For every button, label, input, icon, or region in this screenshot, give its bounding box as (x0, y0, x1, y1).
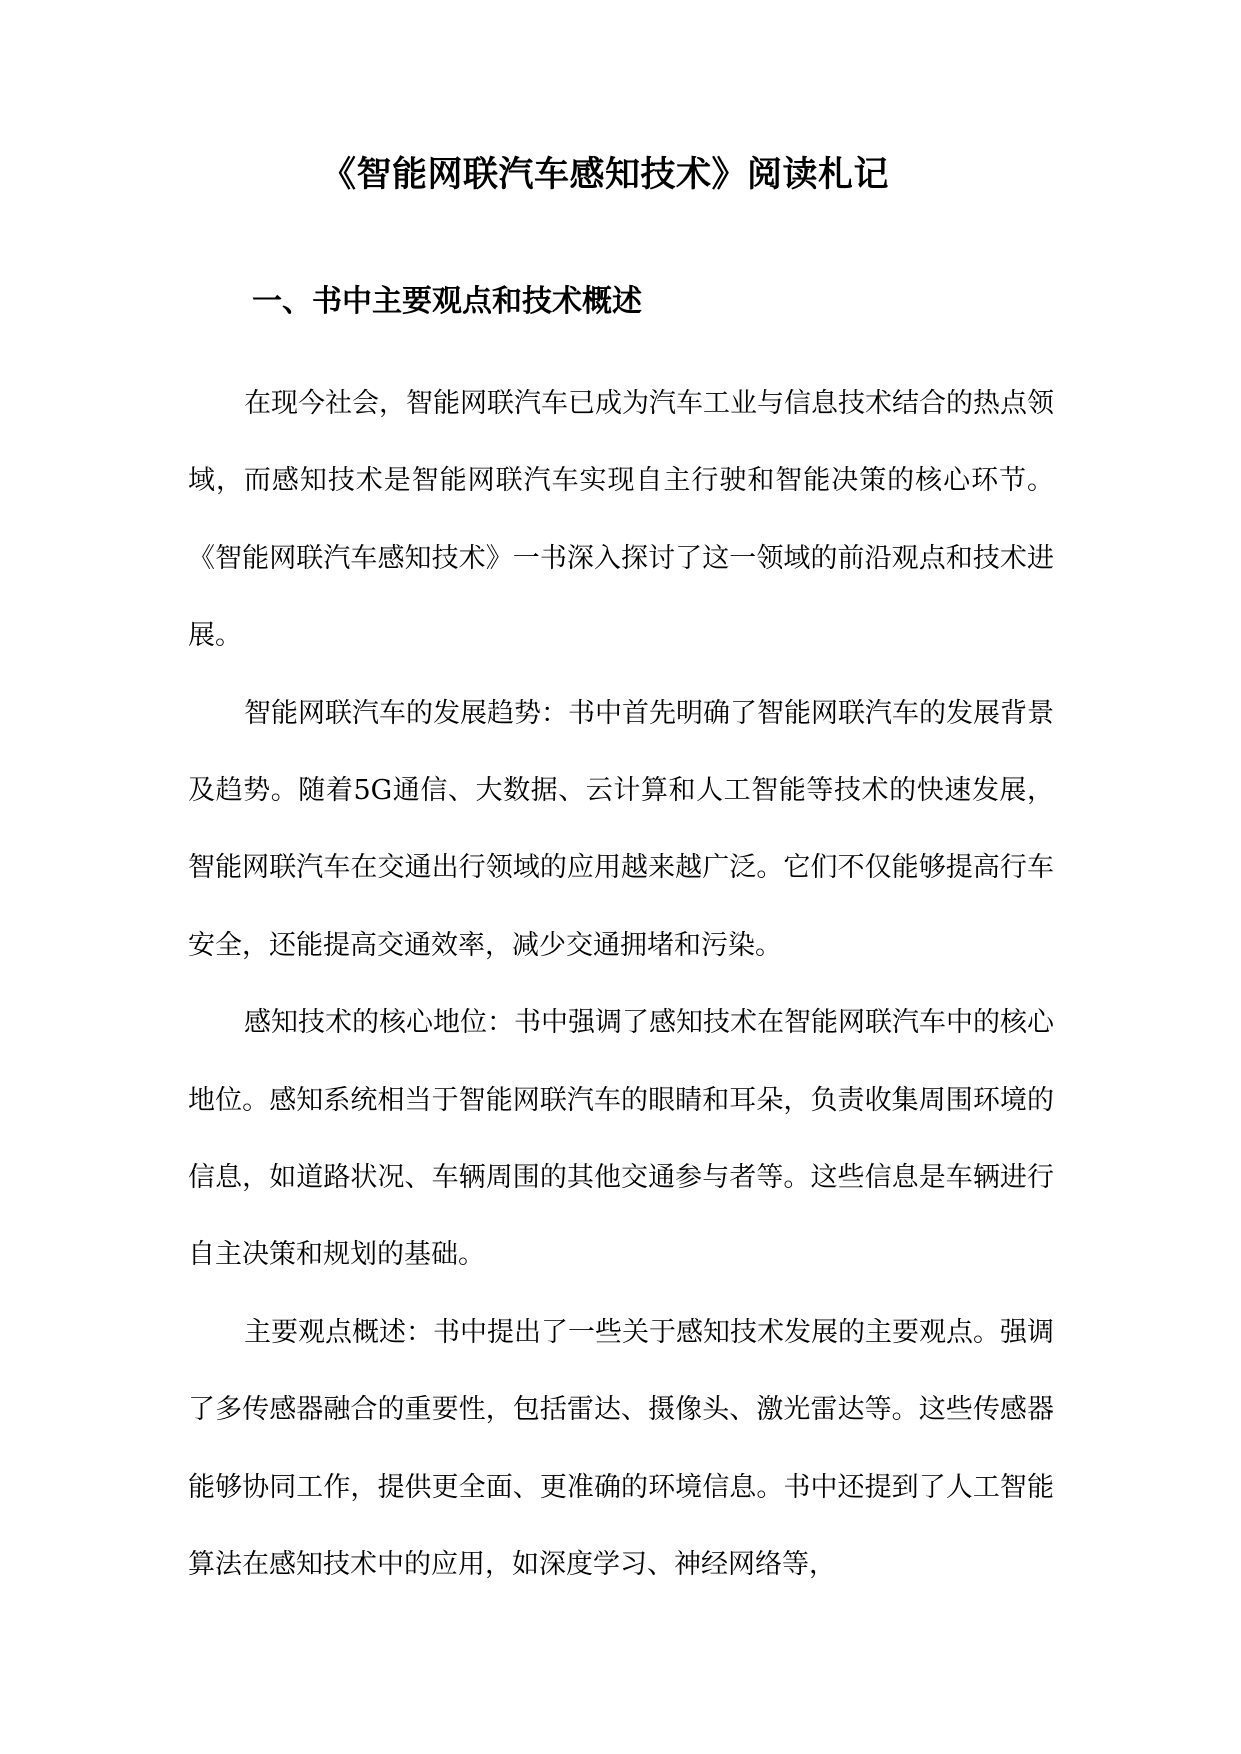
paragraph-development-trend: 智能网联汽车的发展趋势：书中首先明确了智能网联汽车的发展背景及趋势。随着5G通信、大数据、云计算和人工智能等技术的快速发展，智能网联汽车在交通出行领域的应用越来越广泛。它们不仅能够提高行车安全，还能提高交通效率，减少交通拥堵和污染。 (188, 697, 1054, 961)
document-body (188, 365, 1054, 1604)
paragraph-core-position: 感知技术的核心地位：书中强调了感知技术在智能网联汽车中的核心地位。感知系统相当于智能网联汽车的眼睛和耳朵，负责收集周围环境的信息，如道路状况、车辆周围的其他交通参与者等。这些信息是车辆进行自主决策和规划的基础。 (188, 1007, 1054, 1271)
paragraph-intro: 在现今社会，智能网联汽车已成为汽车工业与信息技术结合的热点领域，而感知技术是智能网联汽车实现自主行驶和智能决策的核心环节。《智能网联汽车感知技术》一书深入探讨了这一领域的前沿观点和技术进展。 (188, 388, 1054, 652)
paragraph-main-points: 主要观点概述：书中提出了一些关于感知技术发展的主要观点。强调了多传感器融合的重要性，包括雷达、摄像头、激光雷达等。这些传感器能够协同工作，提供更全面、更准确的环境信息。书中还提到了人工智能算法在感知技术中的应用，如深度学习、神经网络等， (188, 1316, 1054, 1581)
section-heading: 一、书中主要观点和技术概述 (252, 284, 642, 319)
document-title: 《智能网联汽车感知技术》阅读札记 (320, 155, 889, 195)
